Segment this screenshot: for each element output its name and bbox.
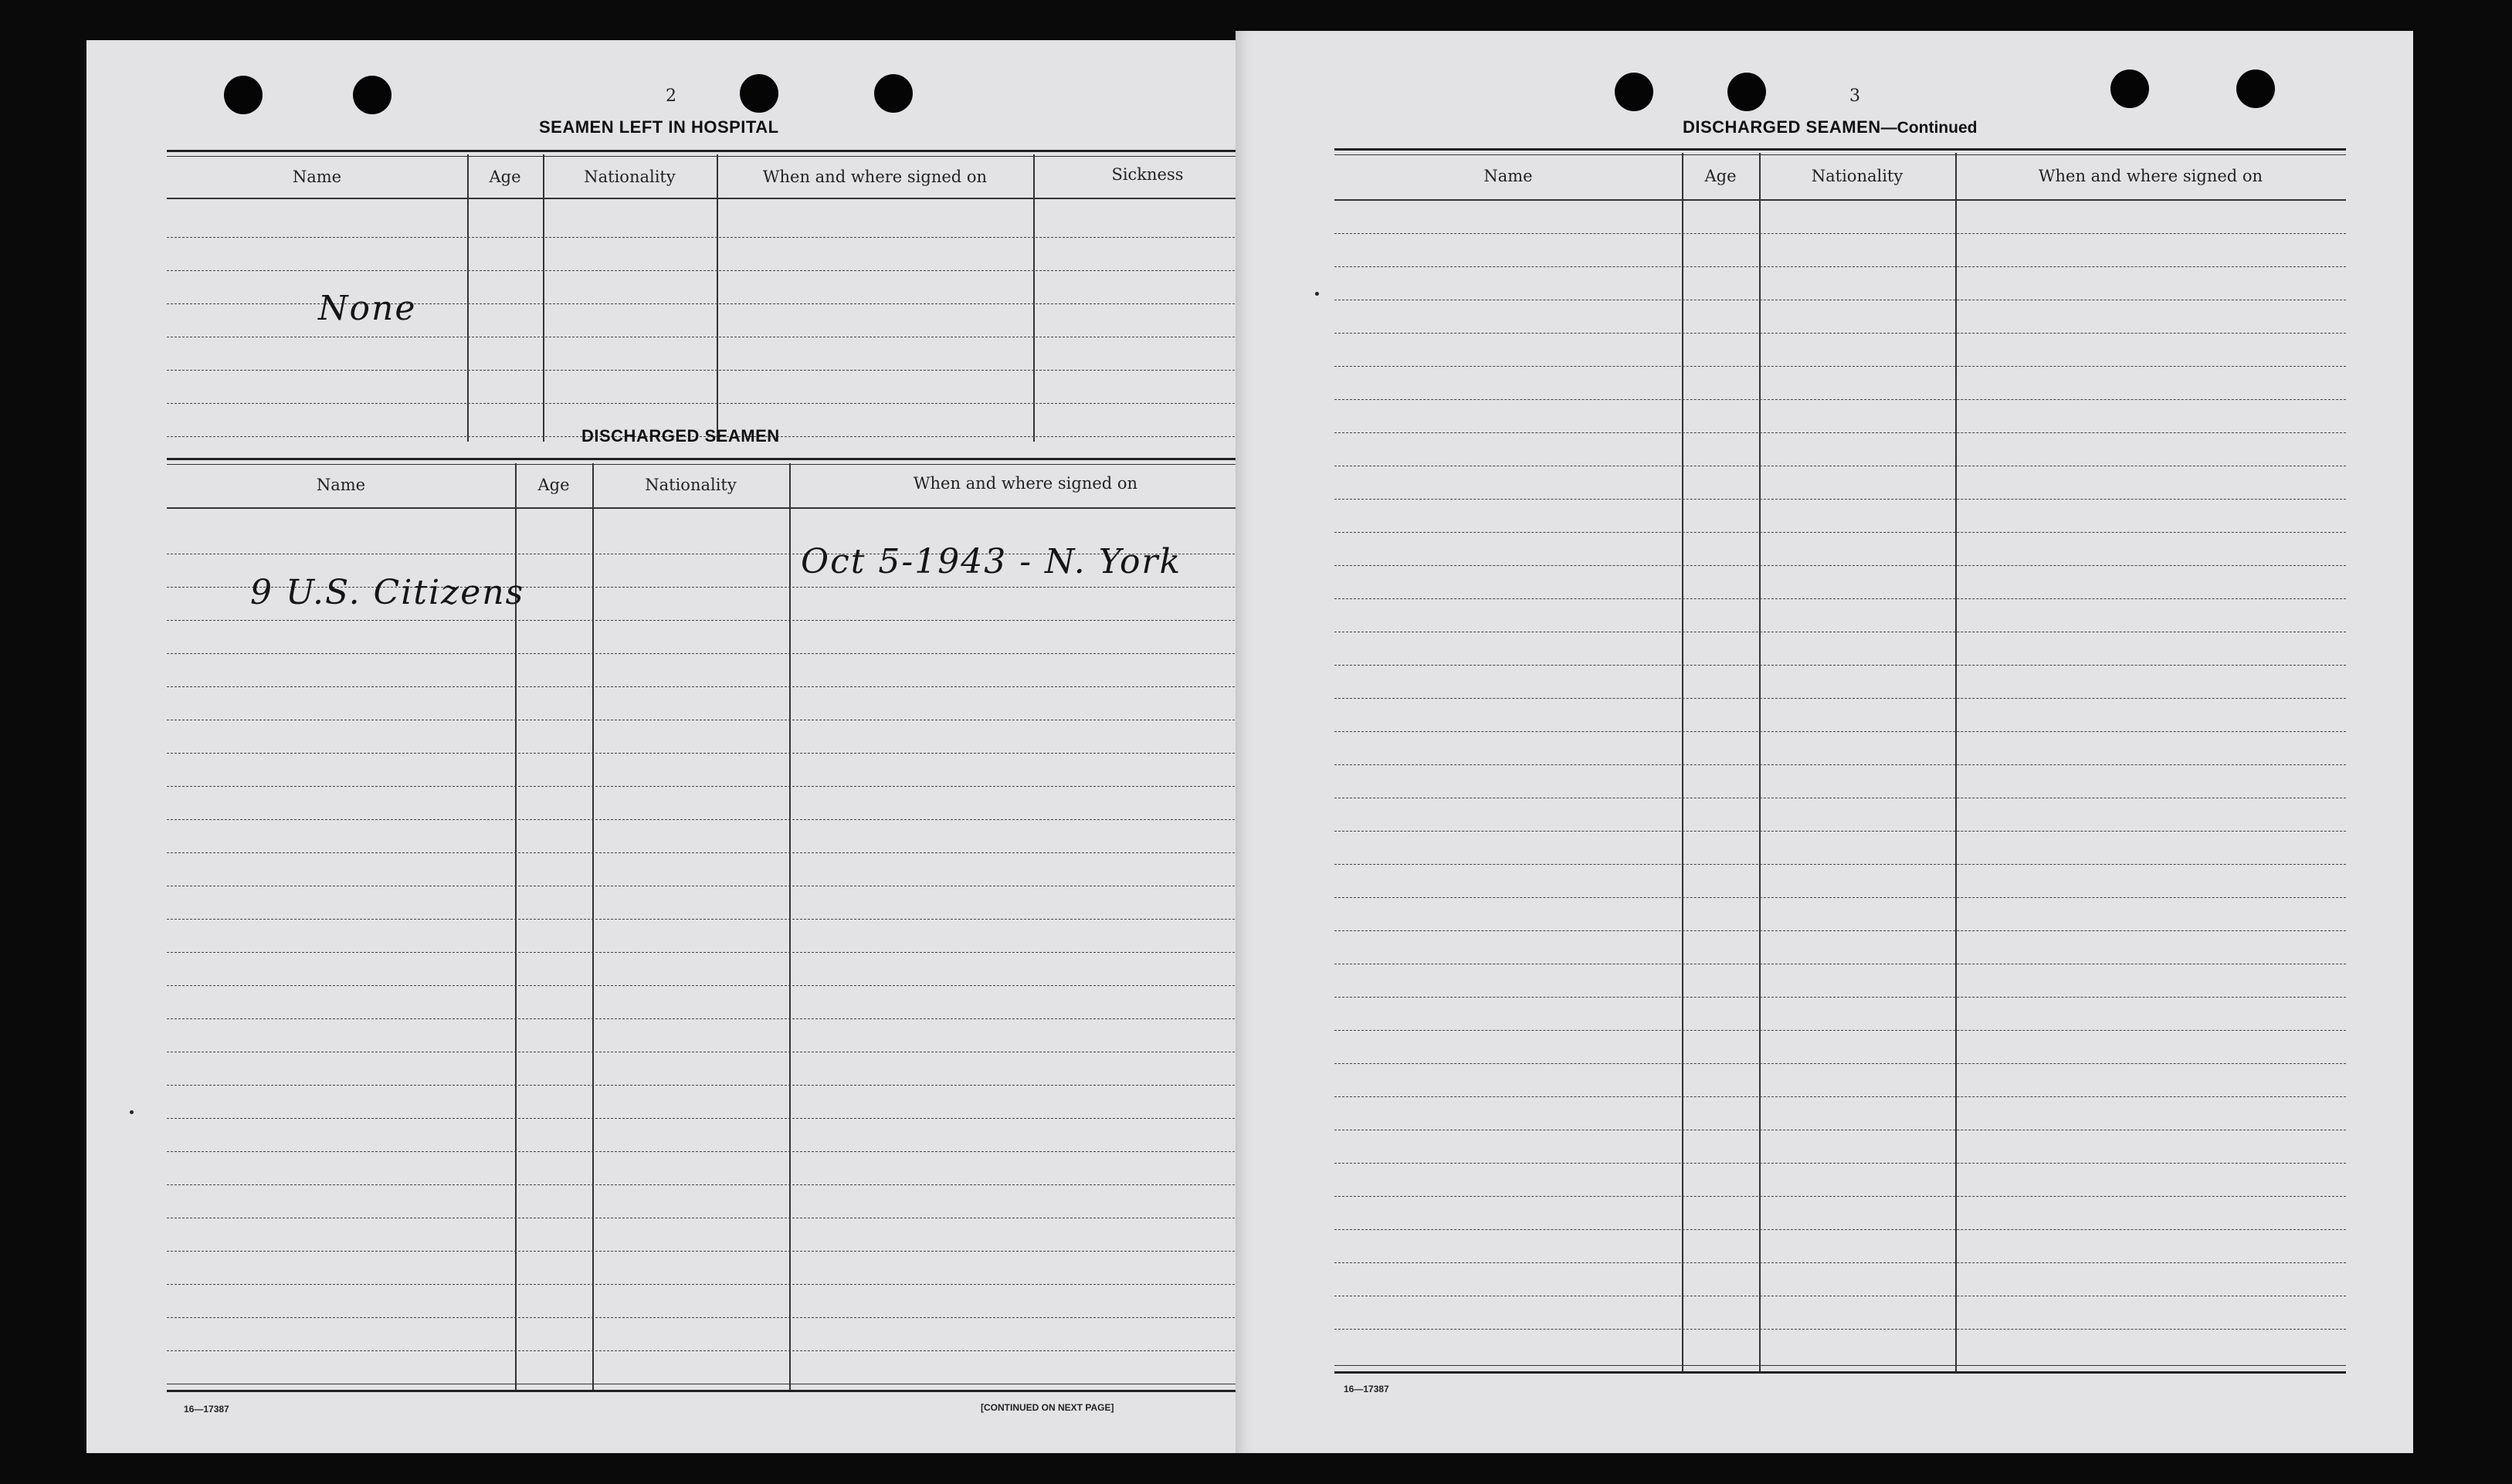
discharged-header-name: Name — [316, 476, 366, 494]
continued-header-name: Name — [1483, 167, 1533, 185]
punch-hole — [353, 76, 392, 114]
hospital-header-age: Age — [489, 168, 521, 186]
speck — [130, 1110, 134, 1114]
speck — [1315, 292, 1319, 296]
discharged-header-signed-on: When and where signed on — [913, 474, 1138, 493]
continued-header-nationality: Nationality — [1811, 167, 1903, 185]
discharged-continued-title — [1683, 117, 1977, 137]
hospital-header-nationality: Nationality — [584, 168, 676, 186]
discharged-header-nationality: Nationality — [645, 476, 737, 494]
right-page — [1236, 31, 2413, 1453]
continued-header-age: Age — [1704, 167, 1737, 185]
form-number: 16—17387 — [184, 1404, 229, 1415]
page-number: 3 — [1849, 86, 1860, 106]
hospital-header-sickness: Sickness — [1111, 165, 1184, 184]
punch-hole — [1615, 73, 1653, 111]
hospital-header-name: Name — [292, 168, 342, 186]
title-main: DISCHARGED SEAMEN — [1683, 117, 1881, 137]
punch-hole — [2110, 69, 2149, 108]
punch-hole — [1727, 73, 1766, 111]
handwritten-discharged-name: 9 U.S. Citizens — [250, 573, 525, 612]
left-page — [86, 40, 1253, 1453]
handwritten-none: None — [318, 289, 417, 328]
punch-hole — [2236, 69, 2275, 108]
hospital-header-signed-on: When and where signed on — [762, 168, 988, 186]
handwritten-signed-on: Oct 5-1943 - N. York — [801, 542, 1182, 581]
discharged-section-title: DISCHARGED SEAMEN — [581, 426, 780, 446]
punch-hole — [224, 76, 263, 114]
title-suffix: —Continued — [1880, 119, 1978, 137]
punch-hole — [874, 74, 913, 113]
punch-hole — [740, 74, 778, 113]
continued-header-signed-on: When and where signed on — [2038, 167, 2263, 185]
page-number: 2 — [666, 86, 676, 106]
discharged-header-age: Age — [537, 476, 570, 494]
form-number: 16—17387 — [1344, 1384, 1389, 1394]
continued-note: [CONTINUED ON NEXT PAGE] — [981, 1402, 1114, 1413]
hospital-section-title: SEAMEN LEFT IN HOSPITAL — [539, 117, 779, 137]
